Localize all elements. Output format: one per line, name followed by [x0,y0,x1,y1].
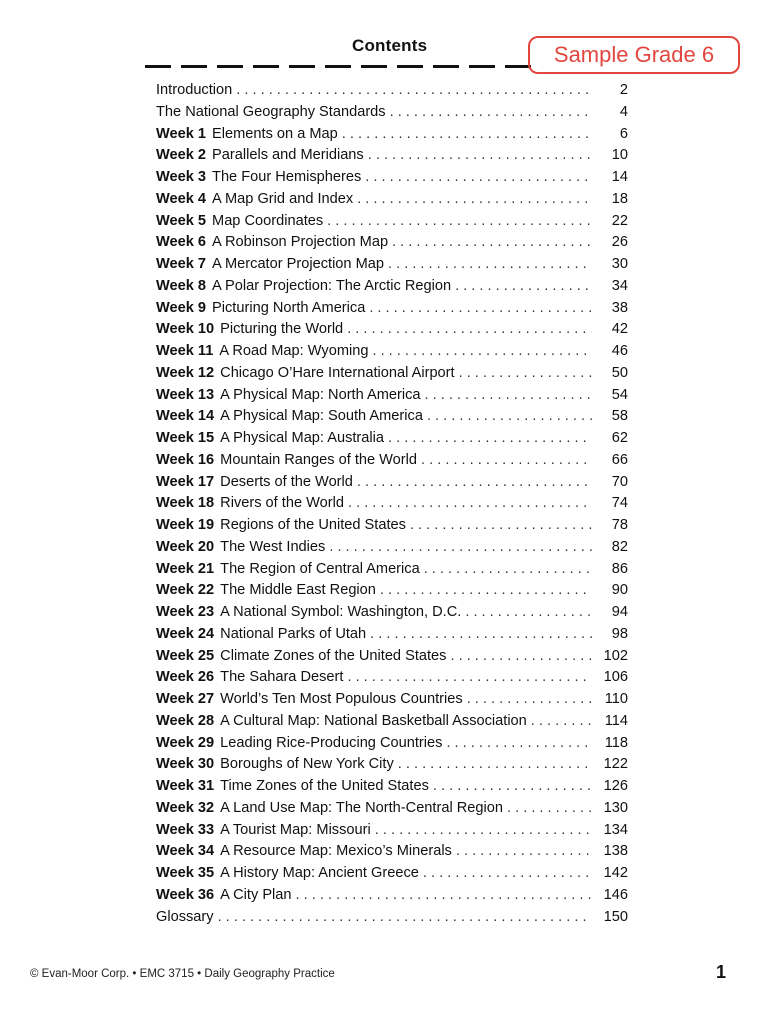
toc-page-number: 134 [603,821,628,838]
dot-leader [410,517,592,533]
toc-entry [156,691,628,713]
toc-entry-title: Deserts of the World [220,473,353,490]
dot-leader [348,495,592,511]
toc-entry-title: A Road Map: Wyoming [219,343,369,359]
toc-week-label: Week 36 [156,886,215,903]
toc-entry-title: The Sahara Desert [220,669,344,686]
toc-entry [156,626,628,648]
sample-badge: Sample Grade 6 [528,36,740,74]
toc-page-number: 130 [603,799,628,816]
toc-entry [156,822,628,844]
toc-week-label: Week 20 [156,538,215,555]
toc-entry [156,582,628,604]
toc-entry [156,343,628,365]
dot-leader [425,387,593,403]
toc-page-number: 86 [611,560,628,577]
footer-credit: © Evan-Moor Corp. • EMC 3715 • Daily Geography Practice [30,968,335,980]
dot-leader [218,909,592,925]
dot-leader [365,169,592,185]
toc-entry [156,713,628,735]
toc-entry-title: A Land Use Map: The North-Central Region [220,799,503,816]
toc-week-label: Week 3 [156,169,207,185]
toc-entry [156,321,628,343]
dot-leader [236,82,592,98]
header-rule [145,65,535,68]
toc-entry-title: Chicago O’Hare International Airport [220,364,455,381]
toc-page-number: 18 [611,190,628,207]
toc-week-label: Week 16 [156,451,215,468]
toc-week-label: Week 22 [156,582,215,599]
toc-page-number: 10 [611,147,628,164]
toc-week-label: Week 17 [156,473,215,490]
toc-week-label: Week 2 [156,147,207,164]
toc-entry [156,495,628,517]
dot-leader [368,147,592,163]
dot-leader [375,822,592,838]
toc-entry [156,82,628,104]
dot-leader [455,278,592,294]
toc-week-label: Week 6 [156,234,207,251]
toc-week-label: Week 8 [156,277,207,294]
toc-week-label: Week 33 [156,821,215,838]
dot-leader [456,843,592,859]
toc-entry-title: The Four Hemispheres [212,169,362,185]
toc-week-label: Week 7 [156,256,207,272]
toc-week-label: Week 14 [156,408,215,425]
toc-page-number: 146 [603,886,628,903]
toc-week-label: Week 21 [156,560,215,577]
toc-page-number: 122 [603,756,628,773]
toc-page-number: 38 [611,299,628,316]
toc-page-number: 82 [611,538,628,555]
toc-entry-title: A Physical Map: North America [220,386,421,403]
dot-leader [357,474,592,490]
toc-entry [156,561,628,583]
toc-week-label: Week 28 [156,712,215,729]
toc-entry [156,213,628,235]
toc-entry-title: Glossary [156,908,214,925]
dot-leader [388,430,592,446]
toc-entry [156,278,628,300]
toc-week-label: Week 35 [156,865,215,881]
toc-entry [156,147,628,169]
toc-entry [156,408,628,430]
toc-page-number: 2 [619,82,628,98]
toc-page-number: 50 [611,364,628,381]
toc-entry [156,778,628,800]
toc-entry-title: The Region of Central America [220,560,420,577]
toc-entry-title: Picturing the World [220,321,344,338]
toc-week-label: Week 1 [156,125,207,142]
toc-page-number: 150 [603,908,628,925]
toc-page-number: 102 [603,647,628,664]
toc-page-number: 58 [611,408,628,425]
toc-page-number: 110 [604,691,628,707]
dot-leader [380,582,592,598]
toc-week-label: Week 13 [156,386,215,403]
toc-entry-title: A Cultural Map: National Basketball Association [220,712,527,729]
toc-entry [156,735,628,757]
toc-entry [156,800,628,822]
dot-leader [423,865,592,881]
toc-week-label: Week 31 [156,778,215,794]
dot-leader [392,234,592,250]
toc-week-label: Week 27 [156,691,215,707]
toc-page-number: 74 [611,495,628,512]
dot-leader [467,691,592,707]
dot-leader [390,104,592,120]
dot-leader [329,539,592,555]
toc-week-label: Week 32 [156,799,215,816]
toc-page-number: 26 [611,234,628,251]
toc-page-number: 142 [603,865,628,881]
toc-entry [156,256,628,278]
toc-entry-title: A National Symbol: Washington, D.C. [220,604,462,620]
toc-entry-title: Mountain Ranges of the World [220,451,418,468]
toc-page-number: 42 [611,321,628,338]
toc-entry-title: World’s Ten Most Populous Countries [220,691,463,707]
dot-leader [427,408,592,424]
toc-entry [156,104,628,126]
toc-entry [156,430,628,452]
toc-entry-title: A Physical Map: South America [220,408,423,425]
toc-entry [156,387,628,409]
dot-leader [342,126,592,142]
toc-page-number: 4 [619,103,628,120]
dot-leader [369,300,592,316]
toc-page-number: 94 [611,604,628,620]
toc-page-number: 34 [611,277,628,294]
toc-page-number: 118 [604,734,628,751]
toc-page-number: 6 [619,125,628,142]
toc-entry [156,909,628,931]
toc-page-number: 70 [611,473,628,490]
toc-entry-title: A City Plan [220,886,292,903]
toc-entry-title: Rivers of the World [220,495,344,512]
toc-page-number: 66 [611,451,628,468]
toc-entry-title: Elements on a Map [212,125,338,142]
dot-leader [357,191,592,207]
toc-week-label: Week 25 [156,647,215,664]
dot-leader [465,604,592,620]
toc-entry [156,843,628,865]
toc-entry [156,865,628,887]
toc-entry-title: A Resource Map: Mexico’s Minerals [220,843,452,860]
table-of-contents [156,82,628,930]
toc-entry [156,604,628,626]
toc-entry-title: Parallels and Meridians [212,147,364,164]
toc-entry-title: Climate Zones of the United States [220,647,447,664]
toc-page-number: 138 [603,843,628,860]
toc-entry-title: Leading Rice-Producing Countries [220,734,443,751]
toc-page-number: 62 [611,430,628,446]
toc-page-number: 126 [603,778,628,794]
page-title: Contents [352,36,428,55]
dot-leader [388,256,592,272]
dot-leader [347,321,592,337]
toc-entry-title: Introduction [156,82,233,98]
toc-entry [156,669,628,691]
dot-leader [507,800,592,816]
toc-entry-title: A Robinson Projection Map [212,234,389,251]
toc-entry-title: Regions of the United States [220,517,406,533]
toc-week-label: Week 4 [156,190,207,207]
toc-entry-title: A History Map: Ancient Greece [220,865,419,881]
toc-page-number: 106 [603,669,628,686]
toc-entry-title: A Tourist Map: Missouri [220,821,371,838]
dot-leader [531,713,592,729]
dot-leader [450,648,592,664]
toc-entry-title: Picturing North America [212,299,366,316]
toc-entry [156,452,628,474]
toc-entry-title: Map Coordinates [212,212,324,229]
toc-page-number: 46 [611,343,628,359]
toc-page-number: 98 [611,625,628,642]
toc-week-label: Week 24 [156,625,215,642]
toc-entry [156,169,628,191]
toc-entry [156,648,628,670]
toc-week-label: Week 18 [156,495,215,512]
toc-entry-title: Boroughs of New York City [220,756,394,773]
toc-entry [156,474,628,496]
toc-entry-title: Time Zones of the United States [220,778,429,794]
toc-week-label: Week 12 [156,364,215,381]
toc-entry [156,539,628,561]
toc-week-label: Week 30 [156,756,215,773]
toc-week-label: Week 11 [156,343,214,359]
toc-entry [156,756,628,778]
toc-week-label: Week 9 [156,299,207,316]
toc-entry-title: A Polar Projection: The Arctic Region [212,277,452,294]
dot-leader [446,735,592,751]
toc-entry [156,365,628,387]
toc-week-label: Week 15 [156,430,215,446]
dot-leader [347,669,592,685]
toc-week-label: Week 10 [156,321,215,338]
dot-leader [327,213,592,229]
toc-week-label: Week 23 [156,604,215,620]
toc-entry-title: A Mercator Projection Map [212,256,384,272]
toc-page-number: 78 [611,517,628,533]
toc-page-number: 14 [611,169,628,185]
toc-page-number: 90 [611,582,628,599]
toc-entry-title: The Middle East Region [220,582,376,599]
toc-entry-title: The West Indies [220,538,326,555]
dot-leader [296,887,592,903]
dot-leader [370,626,592,642]
toc-entry [156,234,628,256]
dot-leader [372,343,592,359]
dot-leader [459,365,592,381]
toc-entry-title: The National Geography Standards [156,103,386,120]
toc-week-label: Week 29 [156,734,215,751]
toc-page-number: 54 [611,386,628,403]
toc-page-number: 22 [611,212,628,229]
toc-entry-title: A Physical Map: Australia [220,430,385,446]
dot-leader [421,452,592,468]
toc-entry-title: National Parks of Utah [220,625,367,642]
dot-leader [398,756,592,772]
toc-week-label: Week 34 [156,843,215,860]
dot-leader [424,561,592,577]
toc-week-label: Week 5 [156,212,207,229]
toc-entry-title: A Map Grid and Index [212,190,354,207]
toc-page-number: 30 [611,256,628,272]
toc-entry [156,126,628,148]
toc-week-label: Week 26 [156,669,215,686]
toc-entry [156,191,628,213]
toc-entry [156,517,628,539]
dot-leader [433,778,592,794]
toc-entry [156,300,628,322]
toc-week-label: Week 19 [156,517,215,533]
toc-page-number: 114 [604,712,628,729]
toc-entry [156,887,628,909]
page-number: 1 [716,962,727,982]
